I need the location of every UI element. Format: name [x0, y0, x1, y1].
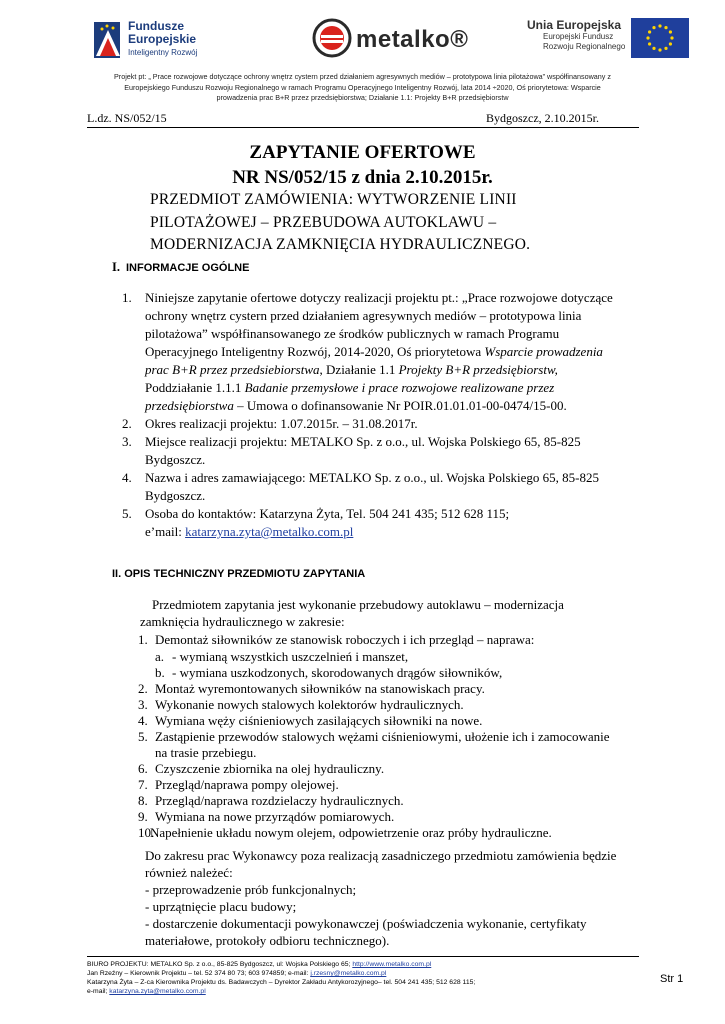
- item-number: 2.: [122, 416, 132, 431]
- extra-line-2: również należeć:: [145, 865, 233, 880]
- item1-line4-italic: Wsparcie prowadzenia: [484, 344, 603, 359]
- item-number: 4.: [122, 470, 132, 485]
- scope-item-number: 8.: [138, 793, 148, 808]
- metalko-emblem-icon: [312, 18, 352, 60]
- scope-item-text: - wymiana uszkodzonych, skorodowanych drągów siłowników,: [172, 665, 503, 680]
- footer-line-2-text: Jan Rzeźny – Kierownik Projektu – tel. 52 374 80 73; 603 974859; e-mail:: [87, 970, 311, 977]
- document-reference: L.dz. NS/052/15: [87, 111, 167, 125]
- item1-line7: [145, 397, 567, 415]
- scope-item-text: na trasie przebiegu.: [155, 745, 257, 760]
- document-number: NR NS/052/15 z dnia 2.10.2015r.: [232, 167, 493, 188]
- page-title: ZAPYTANIE OFERTOWE: [249, 142, 476, 163]
- section-2-intro-2: zamknięcia hydraulicznego w zakresie:: [140, 614, 345, 629]
- ue-logo-line2: Europejski Fundusz: [543, 32, 614, 41]
- scope-item-text: Wykonanie nowych stalowych kolektorów hydraulicznych.: [155, 697, 464, 712]
- item-number: 3.: [122, 434, 132, 449]
- scope-item-number: 10.: [138, 825, 155, 840]
- header-logos: [0, 10, 725, 68]
- item4-line2: Bydgoszcz.: [145, 488, 206, 503]
- item-number: 1.: [122, 290, 132, 305]
- place-date: Bydgoszcz, 2.10.2015r.: [486, 111, 599, 125]
- scope-item-text: Demontaż siłowników ze stanowisk roboczych i ich przegląd – naprawa:: [155, 632, 535, 647]
- subject-line-2: PILOTAŻOWEJ – PRZEBUDOWA AUTOKLAWU –: [150, 214, 497, 231]
- scope-item-text: Przegląd/naprawa pompy olejowej.: [155, 777, 339, 792]
- scope-item-text: Wymiana węży ciśnieniowych zasilających siłowniki na nowe.: [155, 713, 483, 728]
- scope-item-text: Zastąpienie przewodów stalowych wężami ciśnieniowymi, ułożenie ich i zamocowanie: [155, 729, 610, 744]
- scope-item-text: Montaż wyremontowanych siłowników na stanowiskach pracy.: [155, 681, 485, 696]
- item5-line1: Osoba do kontaktów: Katarzyna Żyta, Tel. 504 241 435; 512 628 115;: [145, 506, 510, 521]
- scope-item-number: 5.: [138, 729, 148, 744]
- scope-item-number: a.: [155, 649, 165, 664]
- metalko-wordmark: metalko®: [356, 26, 469, 53]
- project-line-1: Projekt pt: „ Prace rozwojowe dotyczące ochrony wnętrz cystern przed działaniem agresywnych mediów – prototypowa linia pilotażowa” współfinansowany z: [114, 72, 611, 81]
- item1-line3: pilotażowa” współfinansowanego ze środków publicznych w ramach Programu: [145, 326, 560, 341]
- fe-logo-line2: Europejskie: [128, 32, 197, 46]
- page-number: Str 1: [660, 973, 684, 985]
- section-1-label: INFORMACJE OGÓLNE: [126, 262, 250, 274]
- extra-line-1: Do zakresu prac Wykonawcy poza realizacją zasadniczego przedmiotu zamówienia będzie: [145, 848, 617, 863]
- item1-line5-italic: prac B+R przez przedsiebiorstwa: [145, 362, 320, 377]
- scope-item-number: 7.: [138, 777, 148, 792]
- fe-flag-icon: [94, 20, 124, 60]
- extra-line-4: - uprzątnięcie placu budowy;: [145, 899, 297, 914]
- scope-item-text: Czyszczenie zbiornika na olej hydrauliczny.: [155, 761, 385, 776]
- section-2-heading: II. OPIS TECHNICZNY PRZEDMIOTU ZAPYTANIA: [112, 568, 366, 580]
- scope-item-number: 9.: [138, 809, 148, 824]
- footer-line-1: [87, 960, 431, 969]
- item1-line5-text: , Działanie 1.1: [319, 362, 399, 377]
- extra-line-5: - dostarczenie dokumentacji powykonawczej (poświadczenia wykonanie, certyfikaty: [145, 916, 587, 931]
- scope-item-text: Napełnienie układu nowym olejem, odpowietrzenie oraz próby hydrauliczne.: [150, 825, 552, 840]
- footer-email-link-rzesny[interactable]: j.rzesny@metalko.com.pl: [310, 970, 387, 977]
- section-1-heading: [112, 260, 249, 275]
- item1-line7-text: – Umowa o dofinansowanie Nr POIR.01.01.01-00-0474/15-00.: [233, 398, 567, 413]
- scope-item-number: 2.: [138, 681, 148, 696]
- eu-flag-icon: [631, 18, 689, 58]
- section-2-intro-1: Przedmiotem zapytania jest wykonanie przebudowy autoklawu – modernizacja: [152, 597, 564, 612]
- footer-email-link-zyta[interactable]: katarzyna.zyta@metalko.com.pl: [109, 988, 206, 995]
- item-number: 5.: [122, 506, 132, 521]
- item1-line2: ochrony wnętrz cystern przed działaniem agresywnych mediów – prototypowa linia: [145, 308, 582, 323]
- scope-item-text: - wymianą wszystkich uszczelnień i manszet,: [172, 649, 409, 664]
- item1-line6: [145, 379, 554, 397]
- item1-line6-italic: Badanie przemysłowe i prace rozwojowe realizowane przez: [244, 380, 555, 395]
- fe-logo-line1: Fundusze: [128, 19, 184, 33]
- scope-item-number: 3.: [138, 697, 148, 712]
- item1-line1: Niniejsze zapytanie ofertowe dotyczy realizacji projektu pt.: „Prace rozwojowe dotyczące: [145, 290, 613, 305]
- fe-logo-line3: Inteligentny Rozwój: [128, 48, 198, 57]
- section-1-number: I.: [112, 260, 120, 274]
- footer-website-link[interactable]: http://www.metalko.com.pl: [352, 961, 432, 968]
- footer-line-4-text: e-mail;: [87, 988, 110, 995]
- scope-item-text: Wymiana na nowe przyrządów pomiarowych.: [155, 809, 395, 824]
- scope-item-number: 4.: [138, 713, 148, 728]
- fundusze-europejskie-logo: [94, 16, 224, 64]
- item1-line4: [145, 343, 603, 361]
- contact-email-link[interactable]: katarzyna.zyta@metalko.com.pl: [185, 524, 354, 539]
- item2-text: Okres realizacji projektu: 1.07.2015r. – 31.08.2017r.: [145, 416, 418, 431]
- scope-item-number: b.: [155, 665, 165, 680]
- item3-line1: Miejsce realizacji projektu: METALKO Sp. z o.o., ul. Wojska Polskiego 65, 85-825: [145, 434, 581, 449]
- divider: [87, 127, 639, 128]
- item3-line2: Bydgoszcz.: [145, 452, 206, 467]
- footer-line-3: Katarzyna Żyta – Z-ca Kierownika Projektu ds. Badawczych – Dyrektor Zakładu Antykorozyjnego– tel. 504 241 435; 512 628 115;: [87, 979, 476, 986]
- item1-line6-text: Poddziałanie 1.1.1: [145, 380, 245, 395]
- extra-line-3: - przeprowadzenie prób funkcjonalnych;: [145, 882, 357, 897]
- scope-item-number: 1.: [138, 632, 148, 647]
- item1-line5: [145, 361, 558, 379]
- email-label: e’mail:: [145, 524, 186, 539]
- item1-line5-italic2: Projekty B+R przedsiębiorstw,: [398, 362, 558, 377]
- item1-line4-text: Operacyjnego Inteligentny Rozwój, 2014-2020, Oś priorytetowa: [145, 344, 485, 359]
- subject-line-1: PRZEDMIOT ZAMÓWIENIA: WYTWORZENIE LINII: [150, 191, 517, 208]
- footer-line-2: [87, 969, 386, 978]
- project-description: [60, 72, 665, 104]
- metalko-logo: [312, 12, 482, 64]
- ue-logo-line3: Rozwoju Regionalnego: [543, 42, 626, 51]
- ue-logo-line1: Unia Europejska: [527, 18, 622, 32]
- footer-line-1-text: BIURO PROJEKTU: METALKO Sp. z o.o., 85-825 Bydgoszcz, ul: Wojska Polskiego 65;: [87, 961, 353, 968]
- scope-item-number: 6.: [138, 761, 148, 776]
- project-line-3: prowadzenia prac B+R przez przedsiębiorstwa; Działanie 1.1: Projekty B+R przedsiębiorstw: [216, 93, 509, 102]
- extra-line-6: materiałowe, protokoły odbioru technicznego).: [145, 933, 390, 948]
- subject-line-3: MODERNIZACJA ZAMKNIĘCIA HYDRAULICZNEGO.: [150, 236, 531, 253]
- item1-line7-italic: przedsiębiorstwa: [145, 398, 234, 413]
- scope-item-text: Przegląd/naprawa rozdzielaczy hydraulicznych.: [155, 793, 404, 808]
- unia-europejska-logo: [527, 18, 697, 64]
- footer-line-4: [87, 987, 206, 996]
- item4-line1: Nazwa i adres zamawiającego: METALKO Sp. z o.o., ul. Wojska Polskiego 65, 85-825: [145, 470, 600, 485]
- item5-line2: [145, 523, 353, 541]
- project-line-2: Europejskiego Funduszu Rozwoju Regionalnego w ramach Programu Operacyjnego Inteligentny Rozwój, lata 2014 ÷2020, Oś priorytetowa: Wsparcie: [124, 82, 601, 92]
- footer-divider: [87, 956, 639, 957]
